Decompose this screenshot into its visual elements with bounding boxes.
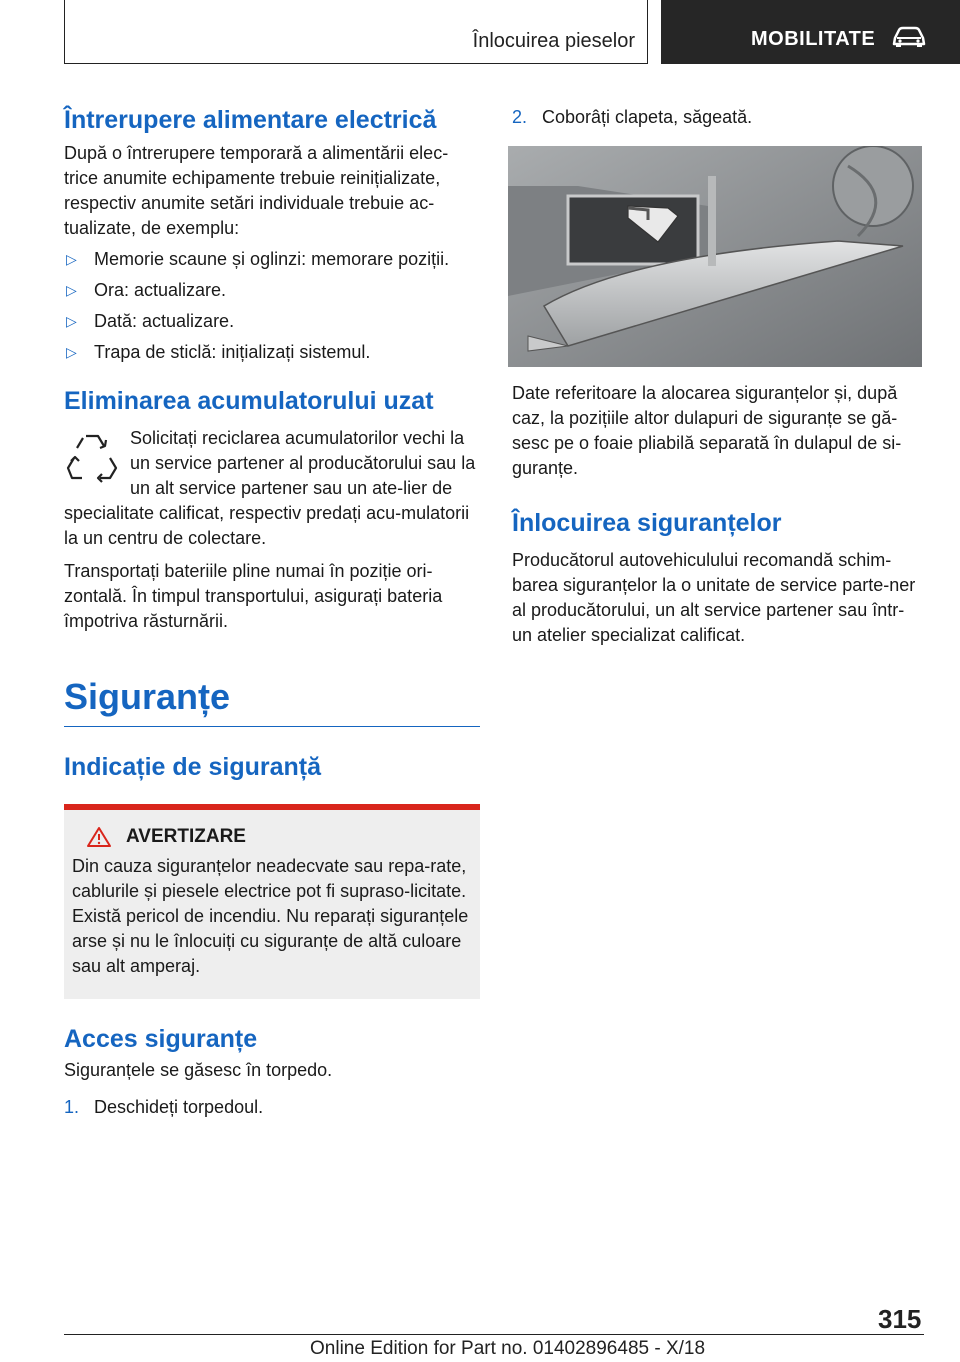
triangle-bullet-icon: ▷	[66, 344, 77, 360]
heading-power-interruption: Întrerupere alimentare electrică	[64, 106, 437, 134]
left-column	[64, 100, 480, 1120]
battery-block	[64, 426, 480, 551]
triangle-bullet-icon: ▷	[66, 251, 77, 267]
heading-rule	[64, 726, 480, 727]
warning-icon	[86, 826, 112, 848]
paragraph-fuse-info: Date referitoare la alocarea siguranțelor și, după caz, la pozițiile altor dulapuri de siguranțe se gă-sesc pe o foaie pliabilă separată în dulapul de si-guranțe.	[512, 383, 902, 478]
heading-battery-disposal: Eliminarea acumulatorului uzat	[64, 387, 434, 415]
triangle-bullet-icon: ▷	[66, 282, 77, 298]
list-item-text: Memorie scaune și oglinzi: memorare poziții.	[94, 249, 450, 269]
step-number: 2.	[512, 107, 528, 127]
chapter-tab	[661, 0, 960, 64]
page-number: 315	[878, 1304, 922, 1334]
list-item	[64, 278, 480, 303]
heading-fuses: Siguranțe	[64, 676, 231, 717]
step-2	[512, 105, 924, 130]
step-text: Deschideți torpedoul.	[94, 1097, 264, 1117]
header-section-box	[64, 0, 648, 64]
paragraph-access: Siguranțele se găsesc în torpedo.	[64, 1060, 333, 1080]
chapter-title: MOBILITATE	[751, 28, 876, 50]
heading-fuse-replacement: Înlocuirea siguranțelor	[512, 509, 782, 537]
list-item	[64, 309, 480, 334]
edition-footer: Online Edition for Part no. 01402896485 - X/18	[310, 1338, 706, 1359]
paragraph-transport: Transportați bateriile pline numai în poziție ori-zontală. În timpul transportului, asigurați bateria împotriva răsturnării.	[64, 561, 443, 631]
heading-safety-note: Indicație de siguranță	[64, 753, 322, 781]
footer-rule	[64, 1334, 924, 1335]
triangle-bullet-icon: ▷	[66, 313, 77, 329]
heading-fuse-access: Acces siguranțe	[64, 1025, 258, 1053]
list-item	[64, 247, 480, 272]
car-icon	[891, 26, 927, 48]
warning-text: Din cauza siguranțelor neadecvate sau repa-rate, cablurile și piesele electrice pot fi supraso-licitate. Există pericol de incendiu. Nu reparați siguranțele arse și nu le înlocuiți cu siguranțe de altă culoare sau alt amperaj.	[72, 856, 469, 976]
section-title: Înlocuirea pieselor	[472, 30, 635, 52]
step-number: 1.	[64, 1097, 80, 1117]
recycle-icon	[64, 428, 120, 484]
bullet-list	[64, 247, 480, 365]
step-text: Coborâți clapeta, săgeată.	[542, 107, 753, 127]
glovebox-illustration	[508, 146, 922, 367]
glovebox-photo	[508, 146, 922, 367]
warning-box	[64, 804, 480, 999]
warning-title: AVERTIZARE	[126, 826, 246, 847]
list-item-text: Trapa de sticlă: inițializați sistemul.	[94, 342, 371, 362]
paragraph-replacement: Producătorul autovehiculului recomandă schim-barea siguranțelor la o unitate de service parte-ner al producătorului, un alt service partener sau într-un atelier specializat calificat.	[512, 550, 916, 645]
list-item-text: Ora: actualizare.	[94, 280, 227, 300]
list-item	[64, 340, 480, 365]
right-column	[512, 100, 924, 648]
paragraph-battery: Solicitați reciclarea acumulatorilor vechi la un service partener al producătorului sau la un alt service partener sau un ate-lier de specialitate calificat, respectiv predați acu-mulatorii la un centru de colectare.	[64, 428, 476, 548]
paragraph-power: După o întrerupere temporară a alimentării elec-trice anumite echipamente trebuie reinițializate, respectiv anumite setări individuale trebuie ac-tualizate, de exemplu:	[64, 143, 449, 238]
warning-header	[72, 826, 472, 848]
list-item-text: Dată: actualizare.	[94, 311, 235, 331]
step-1	[64, 1095, 480, 1120]
